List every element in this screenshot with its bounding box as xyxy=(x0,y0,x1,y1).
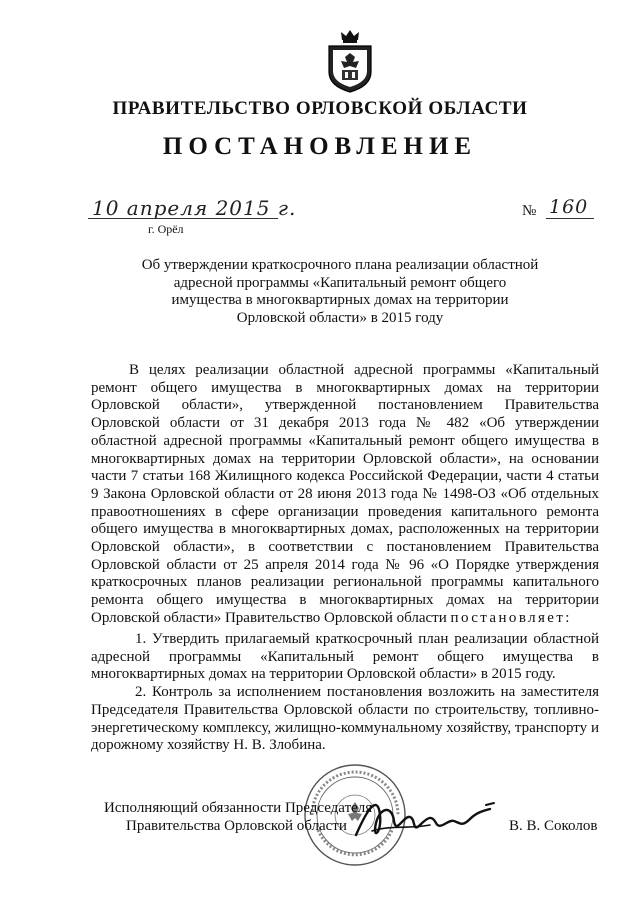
preamble-block xyxy=(91,362,599,628)
document-subject: Об утверждении краткосрочного плана реализации областной адресной программы «Капитальный ремонт общего имущества в многоквартирных домах на территории Орловской области» в 2015 году xyxy=(141,257,539,327)
point-2: 2. Контроль за исполнением постановления возложить на заместителя Председателя Правительства Орловской области по строительству, топливно-энергетическому комплексу, жилищно-коммунальному хозяйству, транспорту и дорожному хозяйству Н. В. Злобина. xyxy=(91,684,599,754)
signatory-position-line2: Правительства Орловской области xyxy=(126,818,347,834)
preamble-text: В целях реализации областной адресной программы «Капитальный ремонт общего имущества в многоквартирных домах на территории Орловской области», утвержденной постановлением Правительства Орловской области от 31 декабря 2013 года № 482 «Об утверждении областной адресной программы «Капитальный ремонт общего имущества в многоквартирных домах на территории Орловской области», на основании части 7 статьи 168 Жилищного кодекса Российской Федерации, части 4 статьи 9 Закона Орловской области от 28 июня 2013 года № 1498-ОЗ «Об отдельных правоотношениях в сфере организации проведения капитального ремонта общего имущества в многоквартирных домах, расположенных на территории Орловской области», в соответствии с постановлением Правительства Орловской области от 25 апреля 2014 года № 96 «О Порядке утверждения краткосрочных планов реализации региональной программы капитального ремонта общего имущества в многоквартирных домах на территории Орловской области» Правительство Орловской области xyxy=(91,362,599,626)
signatory-name: В. В. Соколов xyxy=(509,818,598,834)
number-label: № xyxy=(522,203,537,219)
resolves-word: постановляет: xyxy=(450,609,572,626)
document-type-title: ПОСТАНОВЛЕНИЕ xyxy=(162,133,478,160)
city-label: г. Орёл xyxy=(148,222,184,236)
handwritten-signature xyxy=(350,785,500,855)
resolution-points xyxy=(91,631,599,755)
organization-title: ПРАВИТЕЛЬСТВО ОРЛОВСКОЙ ОБЛАСТИ xyxy=(112,98,528,119)
coat-of-arms-emblem xyxy=(325,28,375,94)
point-1: 1. Утвердить прилагаемый краткосрочный план реализации областной адресной программы «Капитальный ремонт общего имущества в многоквартирных домах на территории Орловской области» в 2015 году. xyxy=(91,631,599,683)
handwritten-number: 160 xyxy=(549,196,589,218)
signatory-position-line1: Исполняющий обязанности Председателя xyxy=(104,800,373,816)
preamble-paragraph xyxy=(91,362,599,628)
number-underline xyxy=(546,218,594,219)
date-underline xyxy=(88,218,278,219)
handwritten-date: 10 апреля 2015 г. xyxy=(92,196,297,220)
